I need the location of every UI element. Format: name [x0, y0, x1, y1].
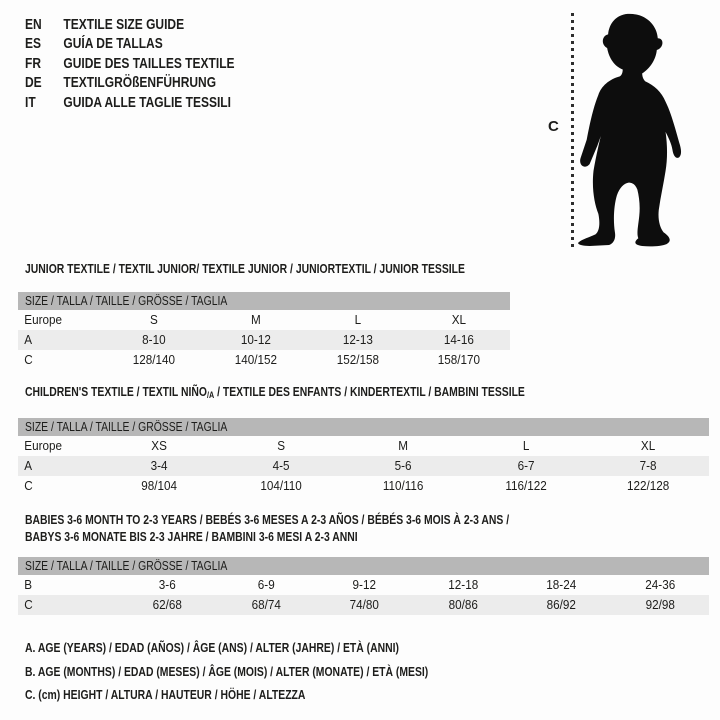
row-label: C	[24, 478, 33, 493]
language-title: TEXTILGRÖßENFÜHRUNG	[63, 74, 217, 92]
language-title: GUÍA DE TALLAS	[63, 35, 163, 53]
language-code: ES	[25, 35, 42, 53]
size-header-band	[18, 418, 709, 436]
size-cell: 7-8	[639, 458, 657, 473]
size-cell: L	[522, 438, 529, 453]
size-cell: 5-6	[395, 458, 412, 473]
table-title	[18, 258, 510, 276]
size-cell: 152/158	[336, 352, 379, 367]
title-text: / TEXTILE DES ENFANTS / KINDERTEXTIL / BAMBINI TESSILE	[214, 384, 525, 399]
table-title-line	[25, 261, 465, 276]
toddler-silhouette-icon	[575, 11, 687, 247]
childrens-textile-table	[18, 381, 709, 496]
size-cell: 104/110	[260, 478, 303, 493]
row-label: Europe	[24, 438, 63, 453]
size-cell: 3-4	[150, 458, 168, 473]
table-row	[18, 595, 709, 615]
size-cell: L	[354, 312, 361, 327]
table-row	[18, 456, 709, 476]
table-row	[18, 575, 709, 595]
language-row	[25, 93, 235, 112]
size-cell: 14-16	[444, 332, 475, 347]
size-cell: 24-36	[644, 577, 675, 592]
size-cell: 10-12	[240, 332, 271, 347]
table-row	[18, 436, 709, 456]
size-cell: 9-12	[352, 577, 376, 592]
size-cell: 122/128	[626, 478, 670, 493]
size-header-band	[18, 292, 510, 310]
size-cell: 140/152	[234, 352, 277, 367]
language-code: IT	[25, 93, 36, 111]
row-label: A	[24, 332, 33, 347]
language-title: GUIDA ALLE TAGLIE TESSILI	[63, 93, 231, 111]
size-header-band	[18, 557, 709, 575]
size-cell: 12-18	[447, 577, 478, 592]
title-text: BABYS 3-6 MONATE BIS 2-3 JAHRE / BAMBINI 3-6 MESI A 2-3 ANNI	[25, 529, 358, 544]
size-cell: 8-10	[142, 332, 166, 347]
row-label: C	[24, 597, 33, 612]
legend-footnotes	[25, 636, 529, 707]
title-text: CHILDREN'S TEXTILE / TEXTIL NIÑO	[25, 384, 207, 399]
language-code: FR	[25, 54, 41, 72]
language-header	[25, 15, 287, 112]
table-title	[18, 381, 709, 403]
language-code: EN	[25, 16, 42, 33]
size-cell: 74/80	[349, 597, 379, 612]
size-cell: M	[398, 438, 409, 453]
legend-note: C. (cm) HEIGHT / ALTURA / HAUTEUR / HÖHE / ALTEZZA	[25, 687, 306, 702]
size-cell: 92/98	[645, 597, 675, 612]
size-cell: 3-6	[158, 577, 176, 592]
size-cell: 116/122	[504, 478, 547, 493]
size-header-text: SIZE / TALLA / TAILLE / GRÖSSE / TAGLIA	[25, 558, 228, 573]
size-cell: 110/116	[383, 478, 424, 493]
language-row	[25, 73, 235, 92]
language-row	[25, 34, 235, 53]
table-title	[18, 508, 709, 545]
size-cell: 6-9	[257, 577, 275, 592]
size-cell: 62/68	[152, 597, 182, 612]
size-cell: 86/92	[546, 597, 576, 612]
size-cell: 80/86	[448, 597, 478, 612]
height-measure-label-c: C	[548, 118, 559, 135]
size-cell: 128/140	[132, 352, 176, 367]
size-cell: 6-7	[517, 458, 535, 473]
title-text: JUNIOR TEXTILE / TEXTIL JUNIOR/ TEXTILE JUNIOR / JUNIORTEXTIL / JUNIOR TESSILE	[25, 261, 465, 276]
row-label: A	[24, 458, 33, 473]
title-text: BABIES 3-6 MONTH TO 2-3 YEARS / BEBÉS 3-6 MESES A 2-3 AÑOS / BÉBÉS 3-6 MOIS À 2-3 ANS /	[25, 512, 510, 527]
language-title: TEXTILE SIZE GUIDE	[63, 16, 185, 33]
junior-textile-table	[18, 258, 510, 370]
table-row	[18, 476, 709, 496]
toddler-figure	[545, 0, 720, 258]
size-header-text: SIZE / TALLA / TAILLE / GRÖSSE / TAGLIA	[25, 419, 228, 434]
table-title-line	[25, 384, 572, 403]
size-cell: 18-24	[546, 577, 577, 592]
height-measure-dotted-line	[571, 13, 574, 250]
size-cell: XL	[640, 438, 656, 453]
size-cell: S	[277, 438, 286, 453]
table-row	[18, 330, 510, 350]
size-cell: 4-5	[272, 458, 290, 473]
size-header-text: SIZE / TALLA / TAILLE / GRÖSSE / TAGLIA	[25, 293, 228, 308]
title-subscript: /A	[206, 390, 215, 400]
language-title: GUIDE DES TAILLES TEXTILE	[63, 54, 235, 72]
table-row	[18, 350, 510, 370]
size-cell: S	[149, 312, 158, 327]
table-title-line	[25, 528, 572, 545]
size-cell: 158/170	[437, 352, 481, 367]
row-label: B	[24, 577, 33, 592]
language-code: DE	[25, 74, 42, 92]
size-cell: XS	[151, 438, 167, 453]
language-row	[25, 15, 235, 34]
size-cell: 68/74	[251, 597, 281, 612]
table-row	[18, 310, 510, 330]
table-title-line	[25, 511, 572, 528]
legend-note: B. AGE (MONTHS) / EDAD (MESES) / ÂGE (MOIS) / ALTER (MONATE) / ETÀ (MESI)	[25, 663, 429, 679]
size-cell: XL	[451, 312, 467, 327]
babies-textile-table	[18, 508, 709, 615]
language-row	[25, 54, 235, 73]
legend-note: A. AGE (YEARS) / EDAD (AÑOS) / ÂGE (ANS) / ALTER (JAHRE) / ETÀ (ANNI)	[25, 640, 400, 655]
size-cell: 12-13	[342, 332, 373, 347]
row-label: Europe	[24, 312, 63, 327]
size-cell: 98/104	[141, 478, 177, 493]
size-cell: M	[250, 312, 261, 327]
row-label: C	[24, 352, 33, 367]
